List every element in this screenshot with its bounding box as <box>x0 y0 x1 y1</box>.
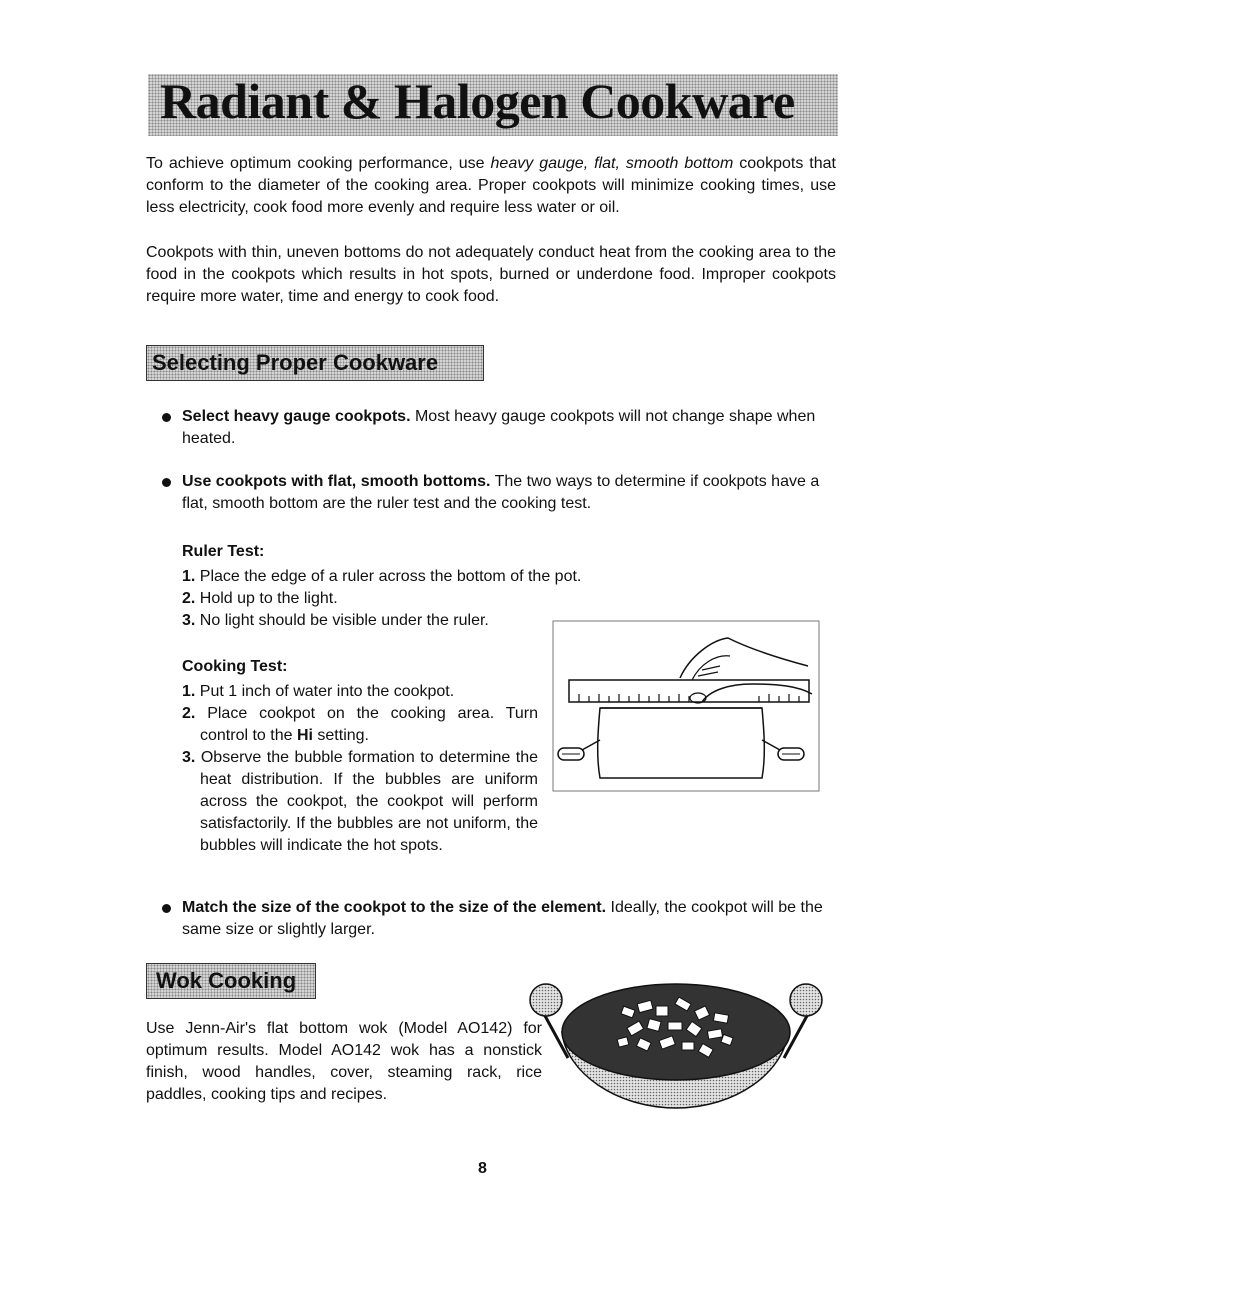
intro-emphasis: heavy gauge, flat, smooth bottom <box>490 155 734 172</box>
wok-description: Use Jenn-Air's flat bottom wok (Model AO142) for optimum results. Model AO142 wok has a nonstick finish, wood handles, cover, steaming rack, rice paddles, cooking tips and recipes. <box>146 1020 542 1103</box>
step-text: No light should be visible under the ruler. <box>199 612 489 629</box>
step-text: Place cookpot on the cooking area. Turn control to the <box>200 705 539 744</box>
intro-paragraph-1 <box>146 153 836 219</box>
step-number: 3. <box>182 749 196 766</box>
wok-heading: Wok Cooking <box>156 968 297 993</box>
step-number: 3. <box>182 612 196 629</box>
ruler-step-1 <box>182 566 682 588</box>
intro-text-end: cookpots that conform to the diameter of the cooking area. Proper cookpots will minimize cooking times, use less electricity, cook food more evenly and require less water or oil. <box>146 155 836 216</box>
bullet-flat-bottoms <box>182 471 832 515</box>
intro-text: To achieve optimum cooking performance, use <box>146 155 491 172</box>
step-number: 1. <box>182 683 196 700</box>
bullet-heavy-gauge-text: Most heavy gauge cookpots will not change shape when heated. <box>182 408 816 447</box>
bullet-dot <box>162 413 171 422</box>
ruler-step-2 <box>182 588 682 610</box>
hi-setting: Hi <box>296 727 313 744</box>
intro-paragraph-2: Cookpots with thin, uneven bottoms do not adequately conduct heat from the cooking area to the food in the cookpots which results in hot spots, burned or underdone food. Improper cookpots require more water, time and energy to cook food. <box>146 244 836 305</box>
bullet-flat-bottoms-title: Use cookpots with flat, smooth bottoms. <box>182 473 491 490</box>
bullet-match-size <box>182 897 832 941</box>
cooking-step-2 <box>182 703 538 747</box>
ruler-test-heading: Ruler Test: <box>182 543 265 560</box>
cooking-test-heading: Cooking Test: <box>182 658 288 675</box>
step-text-end: setting. <box>312 727 369 744</box>
bullet-heavy-gauge-title: Select heavy gauge cookpots. <box>182 408 411 425</box>
wok-illustration <box>526 962 826 1112</box>
selecting-heading: Selecting Proper Cookware <box>152 350 439 375</box>
step-text: Hold up to the light. <box>199 590 338 607</box>
bullet-dot <box>162 904 171 913</box>
page-title: Radiant & Halogen Cookware <box>160 73 795 129</box>
bullet-match-size-text: Ideally, the cookpot will be the same size or slightly larger. <box>182 899 823 938</box>
step-text: Put 1 inch of water into the cookpot. <box>199 683 455 700</box>
cooking-step-1 <box>182 681 542 703</box>
step-text: Place the edge of a ruler across the bottom of the pot. <box>199 568 582 585</box>
page-number: 8 <box>478 1160 487 1177</box>
bullet-dot <box>162 478 171 487</box>
step-number: 1. <box>182 568 196 585</box>
step-text: Observe the bubble formation to determine the heat distribution. If the bubbles are uniform across the cookpot, the cookpot will perform satisfactorily. If the bubbles are not uniform, the bubbles will indicate the hot spots. <box>200 749 538 854</box>
step-number: 2. <box>182 590 196 607</box>
bullet-flat-bottoms-text: The two ways to determine if cookpots have a flat, smooth bottom are the ruler test and the cooking test. <box>182 473 820 512</box>
ruler-test-illustration <box>552 620 820 792</box>
bullet-heavy-gauge <box>182 406 832 450</box>
bullet-match-size-title: Match the size of the cookpot to the size of the element. <box>182 899 607 916</box>
step-number: 2. <box>182 705 196 722</box>
cooking-step-3 <box>182 747 538 857</box>
